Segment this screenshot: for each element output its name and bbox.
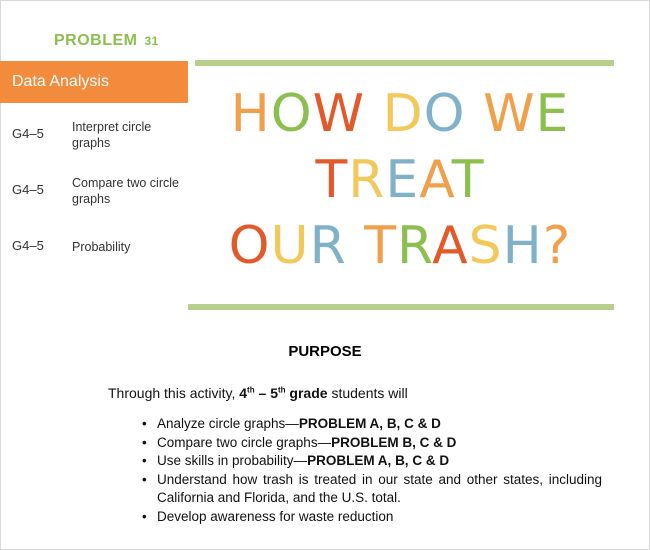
standard-item: [0, 238, 188, 258]
item-text: Analyze circle graphs—: [157, 416, 299, 431]
purpose-list: [140, 415, 602, 526]
title-line-3: [190, 216, 610, 276]
intro-suffix: students will: [327, 385, 408, 401]
title-letter: E: [535, 84, 570, 144]
standard-code: G4–5: [12, 126, 44, 141]
title-letter: T: [315, 150, 349, 210]
title-letter: E: [385, 150, 420, 210]
title-letter: R: [309, 216, 347, 276]
purpose-intro: [108, 385, 408, 401]
title-letter: [466, 84, 484, 144]
purpose-item: [140, 471, 602, 508]
title-letter: A: [432, 216, 469, 276]
problem-label: [54, 32, 159, 50]
sidebar-header: Data Analysis: [0, 61, 188, 103]
title-letter: T: [451, 150, 485, 210]
title-letter: R: [348, 150, 386, 210]
title-letter: H: [502, 216, 543, 276]
bottom-divider: [188, 304, 614, 310]
title-letter: U: [270, 216, 310, 276]
item-text: Understand how trash is treated in our state and other states, including California and Florida, and the U.S. total.: [157, 471, 602, 505]
purpose-item: [140, 415, 602, 434]
problem-number: 31: [144, 34, 159, 48]
title-letter: ?: [542, 216, 572, 276]
standard-code: G4–5: [12, 182, 44, 197]
item-bold: PROBLEM A, B, C & D: [298, 416, 441, 431]
intro-prefix: Through this activity,: [108, 385, 240, 401]
grade-to-sup: th: [277, 385, 286, 395]
purpose-item: [140, 452, 602, 471]
title-letter: D: [382, 84, 424, 144]
problem-word: PROBLEM: [54, 32, 138, 49]
title-letter: O: [228, 216, 271, 276]
purpose-item: [140, 434, 602, 453]
grade-to: 5: [270, 385, 278, 401]
item-text: Develop awareness for waste reduction: [157, 508, 394, 524]
grade-dash: –: [254, 385, 271, 401]
title-letter: R: [397, 216, 433, 276]
grade-from-sup: th: [247, 385, 255, 395]
title-letter: S: [468, 216, 503, 276]
item-text: Compare two circle graphs—: [157, 434, 332, 450]
title-line-1: [190, 84, 610, 144]
grade-from: 4: [239, 385, 248, 401]
title-letter: O: [423, 84, 466, 144]
standard-code: G4–5: [12, 238, 44, 253]
standard-item: [0, 118, 188, 158]
title-letter: A: [419, 150, 452, 210]
top-divider: [195, 60, 614, 66]
item-bold: PROBLEM B, C & D: [331, 434, 457, 450]
title-letter: W: [312, 84, 366, 144]
standard-description: Interpret circle graphs: [72, 120, 152, 150]
standard-description: Compare two circle graphs: [72, 176, 179, 206]
title-letter: T: [364, 216, 398, 276]
title-letter: H: [230, 84, 271, 144]
item-bold: PROBLEM A, B, C & D: [307, 453, 450, 468]
item-text: Use skills in probability—: [157, 453, 308, 468]
title-line-2: [190, 150, 610, 210]
title-letter: [365, 84, 383, 144]
purpose-item: [140, 508, 602, 527]
title-letter: [347, 216, 365, 276]
standard-item: [0, 174, 188, 214]
standard-description: Probability: [72, 240, 131, 254]
grade-word: grade: [285, 385, 328, 401]
title-letter: W: [483, 84, 536, 144]
purpose-heading: PURPOSE: [288, 343, 362, 360]
title-letter: O: [270, 84, 313, 144]
